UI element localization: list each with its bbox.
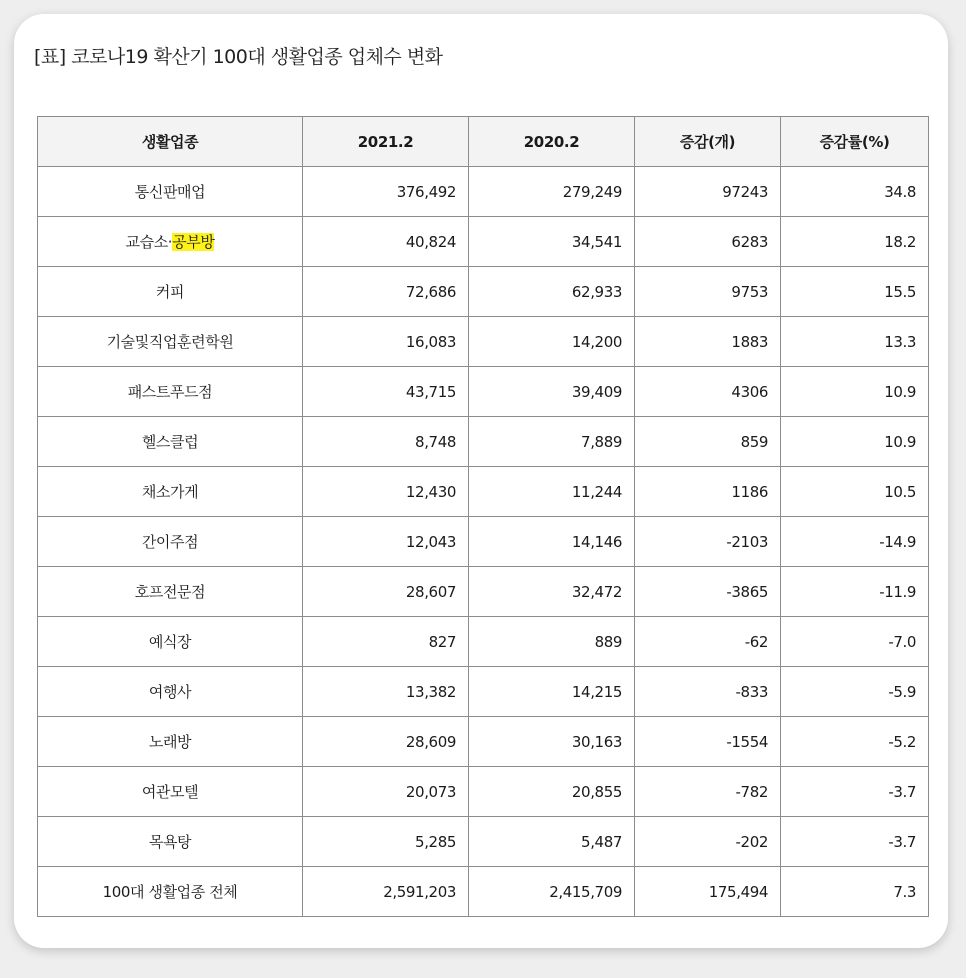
cell-2021: 43,715 bbox=[303, 367, 469, 417]
table-row bbox=[38, 317, 929, 367]
cell-business-type: 여관모텔 bbox=[38, 767, 303, 817]
cell-2020: 20,855 bbox=[469, 767, 635, 817]
cell-2020: 30,163 bbox=[469, 717, 635, 767]
cell-change: 4306 bbox=[635, 367, 781, 417]
highlighted-text: 공부방 bbox=[172, 233, 215, 251]
cell-business-type: 통신판매업 bbox=[38, 167, 303, 217]
cell-change: 1883 bbox=[635, 317, 781, 367]
cell-change-rate: -3.7 bbox=[781, 817, 929, 867]
cell-name-prefix: 교습소· bbox=[125, 233, 173, 251]
cell-2021: 20,073 bbox=[303, 767, 469, 817]
cell-change-rate: -14.9 bbox=[781, 517, 929, 567]
header-change: 증감(개) bbox=[635, 117, 781, 167]
cell-2020: 5,487 bbox=[469, 817, 635, 867]
cell-business-type: 예식장 bbox=[38, 617, 303, 667]
cell-change: 9753 bbox=[635, 267, 781, 317]
cell-business-type: 기술및직업훈련학원 bbox=[38, 317, 303, 367]
cell-2020: 39,409 bbox=[469, 367, 635, 417]
cell-2021: 8,748 bbox=[303, 417, 469, 467]
header-2021: 2021.2 bbox=[303, 117, 469, 167]
cell-2021: 376,492 bbox=[303, 167, 469, 217]
cell-2020: 14,146 bbox=[469, 517, 635, 567]
cell-2021: 16,083 bbox=[303, 317, 469, 367]
cell-2021: 72,686 bbox=[303, 267, 469, 317]
table-row bbox=[38, 467, 929, 517]
cell-2020: 14,200 bbox=[469, 317, 635, 367]
cell-change-rate: 13.3 bbox=[781, 317, 929, 367]
business-count-table bbox=[37, 116, 929, 917]
table-header-row bbox=[38, 117, 929, 167]
cell-2020: 14,215 bbox=[469, 667, 635, 717]
table-row bbox=[38, 167, 929, 217]
cell-2021: 2,591,203 bbox=[303, 867, 469, 917]
cell-change-rate: 7.3 bbox=[781, 867, 929, 917]
table-row bbox=[38, 517, 929, 567]
cell-change: 859 bbox=[635, 417, 781, 467]
cell-2021: 13,382 bbox=[303, 667, 469, 717]
header-change-rate: 증감률(%) bbox=[781, 117, 929, 167]
cell-change-rate: 10.9 bbox=[781, 367, 929, 417]
cell-change: 6283 bbox=[635, 217, 781, 267]
cell-change-rate: -5.9 bbox=[781, 667, 929, 717]
cell-change: -3865 bbox=[635, 567, 781, 617]
cell-2021: 827 bbox=[303, 617, 469, 667]
header-business-type: 생활업종 bbox=[38, 117, 303, 167]
cell-change: -782 bbox=[635, 767, 781, 817]
table-row bbox=[38, 367, 929, 417]
table-row bbox=[38, 617, 929, 667]
cell-change-rate: 15.5 bbox=[781, 267, 929, 317]
cell-change-rate: -7.0 bbox=[781, 617, 929, 667]
table-row bbox=[38, 417, 929, 467]
cell-change-rate: -5.2 bbox=[781, 717, 929, 767]
cell-change-rate: 18.2 bbox=[781, 217, 929, 267]
table-row-total bbox=[38, 867, 929, 917]
cell-business-type: 목욕탕 bbox=[38, 817, 303, 867]
table-row bbox=[38, 667, 929, 717]
header-2020: 2020.2 bbox=[469, 117, 635, 167]
cell-change-rate: -11.9 bbox=[781, 567, 929, 617]
cell-2021: 5,285 bbox=[303, 817, 469, 867]
cell-2020: 279,249 bbox=[469, 167, 635, 217]
cell-change: 1186 bbox=[635, 467, 781, 517]
table-row bbox=[38, 717, 929, 767]
cell-change-rate: 10.9 bbox=[781, 417, 929, 467]
table-row bbox=[38, 267, 929, 317]
cell-business-type: 패스트푸드점 bbox=[38, 367, 303, 417]
table-caption: [표] 코로나19 확산기 100대 생활업종 업체수 변화 bbox=[34, 46, 443, 68]
cell-business-type: 호프전문점 bbox=[38, 567, 303, 617]
cell-change-rate: -3.7 bbox=[781, 767, 929, 817]
cell-2020: 7,889 bbox=[469, 417, 635, 467]
cell-business-type: 채소가게 bbox=[38, 467, 303, 517]
cell-change-rate: 10.5 bbox=[781, 467, 929, 517]
cell-change: -62 bbox=[635, 617, 781, 667]
cell-business-type: 여행사 bbox=[38, 667, 303, 717]
cell-business-type: 노래방 bbox=[38, 717, 303, 767]
cell-2021: 28,609 bbox=[303, 717, 469, 767]
cell-2020: 62,933 bbox=[469, 267, 635, 317]
cell-change: -2103 bbox=[635, 517, 781, 567]
cell-business-type: 헬스클럽 bbox=[38, 417, 303, 467]
table-row bbox=[38, 817, 929, 867]
table-row bbox=[38, 567, 929, 617]
cell-change: -202 bbox=[635, 817, 781, 867]
cell-2020: 889 bbox=[469, 617, 635, 667]
cell-2020: 2,415,709 bbox=[469, 867, 635, 917]
cell-change-rate: 34.8 bbox=[781, 167, 929, 217]
cell-business-type: 100대 생활업종 전체 bbox=[38, 867, 303, 917]
cell-change: 97243 bbox=[635, 167, 781, 217]
cell-2021: 12,043 bbox=[303, 517, 469, 567]
cell-2021: 12,430 bbox=[303, 467, 469, 517]
cell-2021: 40,824 bbox=[303, 217, 469, 267]
table-row bbox=[38, 767, 929, 817]
cell-2020: 32,472 bbox=[469, 567, 635, 617]
cell-change: -833 bbox=[635, 667, 781, 717]
cell-business-type bbox=[38, 217, 303, 267]
cell-change: 175,494 bbox=[635, 867, 781, 917]
cell-2020: 34,541 bbox=[469, 217, 635, 267]
cell-business-type: 커피 bbox=[38, 267, 303, 317]
cell-business-type: 간이주점 bbox=[38, 517, 303, 567]
cell-2021: 28,607 bbox=[303, 567, 469, 617]
cell-2020: 11,244 bbox=[469, 467, 635, 517]
cell-change: -1554 bbox=[635, 717, 781, 767]
content-card bbox=[14, 14, 948, 948]
table-row bbox=[38, 217, 929, 267]
